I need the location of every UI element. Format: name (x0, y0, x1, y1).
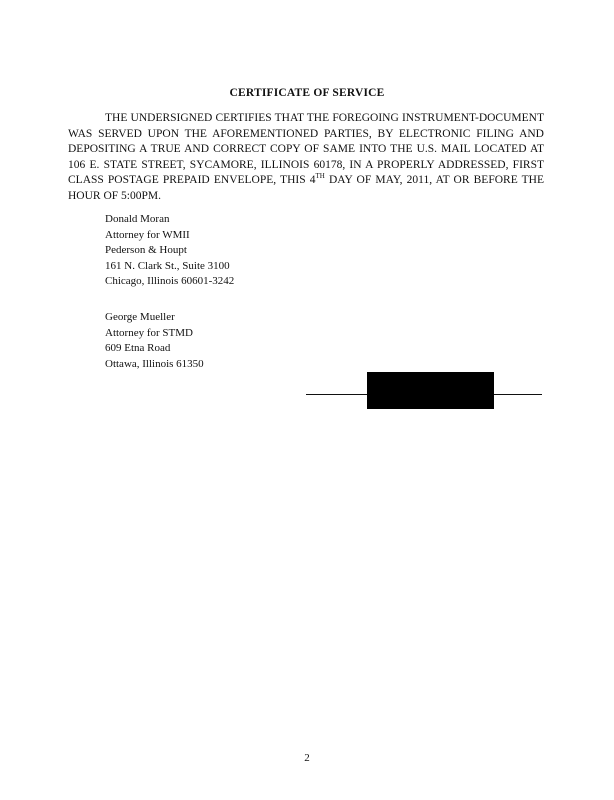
recipient-street: 609 Etna Road (105, 342, 171, 354)
body-superscript: TH (315, 172, 325, 181)
recipient-role: Attorney for WMII (105, 228, 190, 241)
body-text-part2: DAY OF MAY, 2011, AT OR BEFORE THE HOUR OF 5:00PM. (68, 174, 544, 202)
recipient-address-1 (105, 212, 234, 290)
recipient-firm: Pederson & Houpt (105, 244, 187, 256)
recipient-name: George Mueller (105, 311, 175, 323)
recipient-city: Chicago, Illinois 60601-3242 (105, 275, 235, 287)
certificate-title: CERTIFICATE OF SERVICE (229, 87, 385, 99)
body-text-part1: THE UNDERSIGNED CERTIFIES THAT THE FOREGOING INSTRUMENT-DOCUMENT WAS SERVED UPON THE AFOREMENTIONED PARTIES, BY ELECTRONIC FILING AND DEPOSITING A TRUE AND CORRECT COPY OF SAME INTO THE U.S. MAIL LOCATED AT 106 E. STATE STREET, SYCAMORE, ILLINOIS 60178, IN A PROPERLY ADDRESSED, FIRST CLASS POSTAGE PREPAID ENVELOPE, THIS 4 (68, 112, 544, 186)
recipient-role: Attorney for STMD (105, 326, 193, 339)
recipient-city: Ottawa, Illinois 61350 (105, 357, 204, 370)
certificate-body (68, 111, 544, 204)
recipient-address-2 (105, 310, 204, 372)
signature-redaction-box (367, 372, 494, 409)
page-number: 2 (304, 752, 310, 764)
recipient-street: 161 N. Clark St., Suite 3100 (105, 259, 230, 272)
recipient-name: Donald Moran (105, 213, 170, 225)
